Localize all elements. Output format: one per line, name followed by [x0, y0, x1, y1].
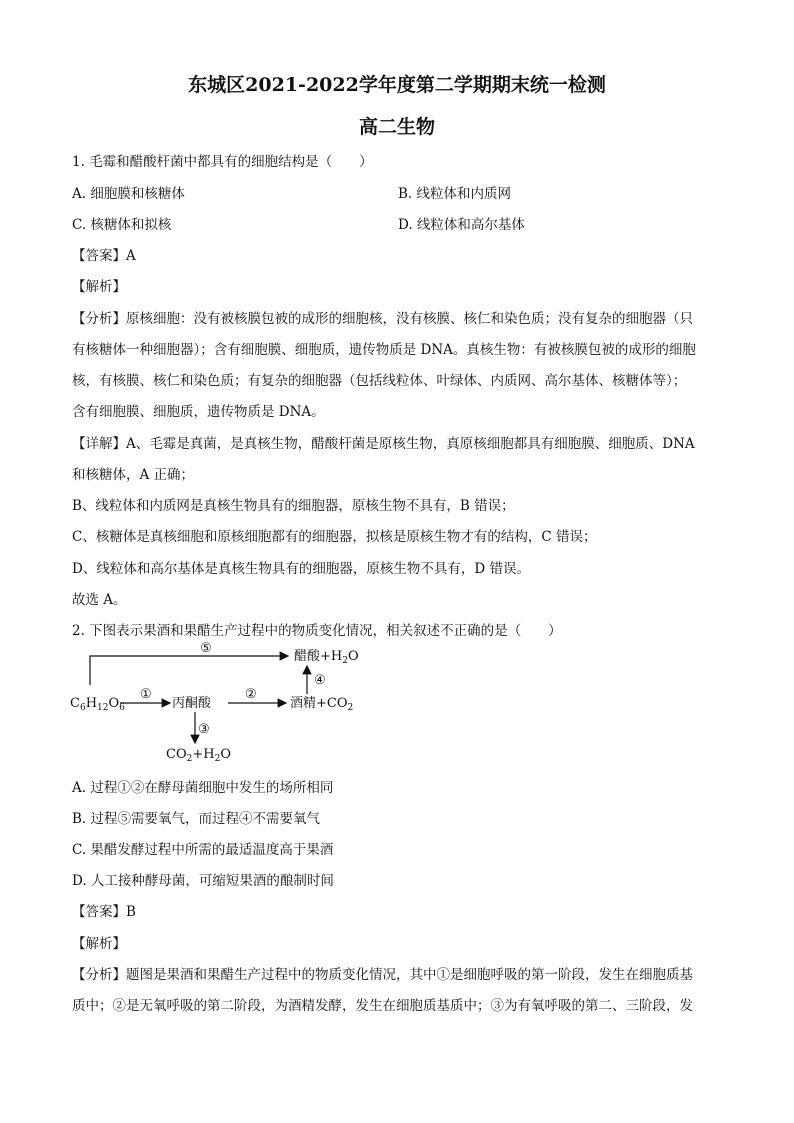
fermentation-pathway-diagram — [70, 640, 390, 770]
q2-option-c: C. 果醋发酵过程中所需的最适温度高于果酒 — [72, 842, 334, 858]
q1-detail-line: 和核糖体，A 正确； — [72, 467, 195, 483]
q1-jiexi-label: 【解析】 — [72, 279, 126, 295]
step-4-label: ④ — [314, 673, 326, 688]
q2-stem: 2. 下图表示果酒和果醋生产过程中的物质变化情况，相关叙述不正确的是（ ） — [72, 623, 562, 639]
glucose-node: $C_6H_{12}O_6$ — [70, 696, 125, 713]
vinegar-node: 醋酸$+H_2O$ — [294, 649, 359, 666]
q2-option-a: A. 过程①②在酵母菌细胞中发生的场所相同 — [72, 780, 334, 796]
alcohol-node: 酒精$+CO_2$ — [290, 696, 354, 713]
q1-stem: 1. 毛霉和醋酸杆菌中都具有的细胞结构是（ ） — [72, 154, 373, 170]
q1-answer: 【答案】A — [72, 248, 136, 264]
q2-analysis-line: 质中；②是无氧呼吸的第二阶段，为酒精发酵，发生在细胞质基质中；③为有氧呼吸的第二、三阶段，发 — [72, 998, 693, 1014]
step-2-label: ② — [245, 687, 257, 702]
q1-detail-line: 故选 A。 — [72, 592, 127, 608]
q1-detail-line: 【详解】A、毛霉是真菌，是真核生物，醋酸杆菌是原核生物，真原核细胞都具有细胞膜、细胞质、DNA — [72, 436, 695, 452]
q2-option-d: D. 人工接种酵母菌，可缩短果酒的酿制时间 — [72, 873, 334, 889]
q1-analysis-line: 【分析】原核细胞：没有被核膜包被的成形的细胞核，没有核膜、核仁和染色质；没有复杂的细胞器（只 — [72, 311, 693, 327]
q1-option-c: C. 核糖体和拟核 — [72, 217, 172, 233]
q1-analysis-line: 含有细胞膜、细胞质，遗传物质是 DNA。 — [72, 404, 325, 420]
q2-jiexi-label: 【解析】 — [72, 936, 126, 952]
q1-detail-line: C、核糖体是真核细胞和原核细胞都有的细胞器，拟核是原核生物才有的结构，C 错误； — [72, 529, 597, 545]
q2-option-b: B. 过程⑤需要氧气，而过程④不需要氧气 — [72, 811, 321, 827]
q1-option-b: B. 线粒体和内质网 — [398, 186, 512, 202]
q1-analysis-line: 核，有核膜、核仁和染色质；有复杂的细胞器（包括线粒体、叶绿体、内质网、高尔基体、核糖体等）； — [72, 373, 687, 389]
step-3-label: ③ — [198, 722, 210, 737]
q1-option-d: D. 线粒体和高尔基体 — [398, 217, 525, 233]
step-1-label: ① — [140, 687, 152, 702]
q2-answer: 【答案】B — [72, 904, 136, 920]
document-subtitle: 高二生物 — [358, 116, 435, 138]
q1-detail-line: D、线粒体和高尔基体是真核生物具有的细胞器，原核生物不具有，D 错误。 — [72, 561, 530, 577]
q1-detail-line: B、线粒体和内质网是真核生物具有的细胞器，原核生物不具有，B 错误； — [72, 498, 515, 514]
arrow-5 — [90, 656, 288, 685]
q2-analysis-line: 【分析】题图是果酒和果醋生产过程中的物质变化情况，其中①是细胞呼吸的第一阶段，发生在细胞质基 — [72, 967, 693, 983]
pyruvate-node: 丙酮酸 — [172, 696, 212, 711]
q1-option-a: A. 细胞膜和核糖体 — [72, 186, 185, 202]
q1-analysis-line: 有核糖体一种细胞器）；含有细胞膜、细胞质，遗传物质是 DNA。真核生物：有被核膜包被的成形的细胞 — [72, 342, 696, 358]
co2-water-node: $CO_2+H_2O$ — [166, 747, 231, 764]
step-5-label: ⑤ — [200, 641, 212, 656]
document-title: 东城区2021-2022学年度第二学期期末统一检测 — [188, 74, 606, 96]
